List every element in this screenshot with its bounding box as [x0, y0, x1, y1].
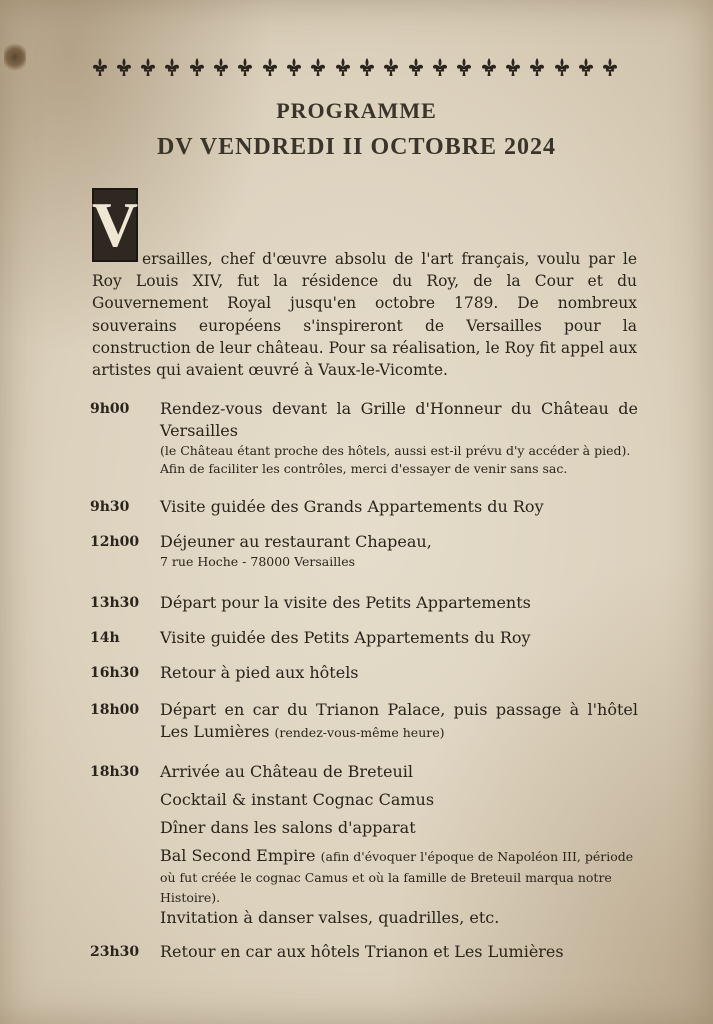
fleur-de-lis-icon [236, 56, 255, 78]
schedule-main-text: Arrivée au Château de Breteuil [160, 762, 413, 781]
schedule-main-text: Déjeuner au restaurant Chapeau, [160, 532, 432, 551]
schedule-note: (le Château étant proche des hôtels, aussi est-il prévu d'y accéder à pied). [160, 443, 631, 458]
schedule-time: 14h [90, 630, 120, 646]
schedule-description [160, 941, 638, 963]
schedule-main-text: Retour en car aux hôtels Trianon et Les Lumières [160, 942, 564, 961]
fleur-de-lis-icon [577, 56, 596, 78]
schedule-time: 12h00 [90, 534, 140, 550]
schedule-description [160, 531, 638, 571]
fleur-de-lis-icon [333, 56, 352, 78]
fleur-de-lis-icon [139, 56, 158, 78]
fleur-de-lis-icon [309, 56, 328, 78]
schedule-line-bal [160, 845, 638, 907]
fleur-de-lis-icon [382, 56, 401, 78]
fleur-de-lis-icon [90, 56, 109, 78]
fleur-de-lis-icon [479, 56, 498, 78]
fleur-de-lis-icon [212, 56, 231, 78]
fleur-de-lis-icon [260, 56, 279, 78]
schedule-time: 16h30 [90, 665, 140, 681]
schedule-time: 13h30 [90, 595, 140, 611]
schedule-time: 18h30 [90, 764, 140, 780]
schedule-note-2: Afin de faciliter les contrôles, merci d'essayer de venir sans sac. [160, 461, 568, 476]
schedule-main-text: Rendez-vous devant la Grille d'Honneur du Château de Versailles [160, 399, 638, 440]
schedule-main-text [160, 699, 638, 743]
fleur-de-lis-icon [431, 56, 450, 78]
fleur-de-lis-icon [504, 56, 523, 78]
schedule-main-text: Visite guidée des Grands Appartements du Roy [160, 497, 544, 516]
schedule-description [160, 662, 638, 684]
schedule-description [160, 761, 638, 929]
schedule-time: 9h30 [90, 499, 130, 515]
drop-cap-letter: V [91, 189, 139, 260]
schedule-main-text: Visite guidée des Petits Appartements du Roy [160, 628, 531, 647]
fleur-de-lis-icon [114, 56, 133, 78]
page-title: PROGRAMME [276, 98, 437, 123]
fleur-de-lis-icon [406, 56, 425, 78]
schedule-description [160, 699, 638, 743]
fleur-de-lis-icon [285, 56, 304, 78]
schedule-time: 9h00 [90, 401, 130, 417]
schedule-description [160, 592, 638, 614]
fleur-de-lis-icon [552, 56, 571, 78]
schedule-description [160, 398, 638, 478]
schedule-time: 18h00 [90, 702, 140, 718]
schedule-main-text: Départ pour la visite des Petits Appartements [160, 593, 531, 612]
schedule-note: (rendez-vous-même heure) [274, 725, 445, 740]
schedule-line-diner: Dîner dans les salons d'apparat [160, 818, 416, 837]
schedule-description [160, 627, 638, 649]
schedule-main-span: Départ en car du Trianon Palace, puis passage à l'hôtel Les Lumières [160, 700, 638, 741]
schedule-bal-title: Bal Second Empire [160, 846, 316, 865]
ink-stain [4, 42, 26, 72]
fleur-de-lis-icon [187, 56, 206, 78]
schedule-note: 7 rue Hoche - 78000 Versailles [160, 554, 356, 569]
fleur-de-lis-icon [358, 56, 377, 78]
fleur-de-lis-icon [528, 56, 547, 78]
schedule-line-invitation: Invitation à danser valses, quadrilles, etc. [160, 908, 500, 927]
fleur-de-lis-icon [601, 56, 620, 78]
schedule-note: (afin d'évoquer l'époque de Napoléon III, période où fut créée le cognac Camus et où la famille de Breteuil marqua notre Histoire). [160, 849, 634, 905]
schedule-time: 23h30 [90, 944, 140, 960]
schedule-line-cocktail: Cocktail & instant Cognac Camus [160, 790, 435, 809]
page-subtitle-date: DV VENDREDI II OCTOBRE 2024 [156, 134, 557, 160]
intro-text [92, 248, 637, 381]
fleur-de-lis-icon [455, 56, 474, 78]
fleur-de-lis-icon [163, 56, 182, 78]
intro-body: ersailles, chef d'œuvre absolu de l'art français, voulu par le Roy Louis XIV, fut la résidence du Roy, de la Cour et du Gouvernement Royal jusqu'en octobre 1789. De nombreux souverains européens s'inspireront de Versailles pour la construction de leur château. Pour sa réalisation, le Roy fit appel aux artistes qui avaient œuvré à Vaux-le-Vicomte. [92, 250, 637, 380]
fleur-de-lis-border [90, 54, 620, 80]
schedule-main-text: Retour à pied aux hôtels [160, 663, 359, 682]
schedule-description [160, 496, 638, 518]
